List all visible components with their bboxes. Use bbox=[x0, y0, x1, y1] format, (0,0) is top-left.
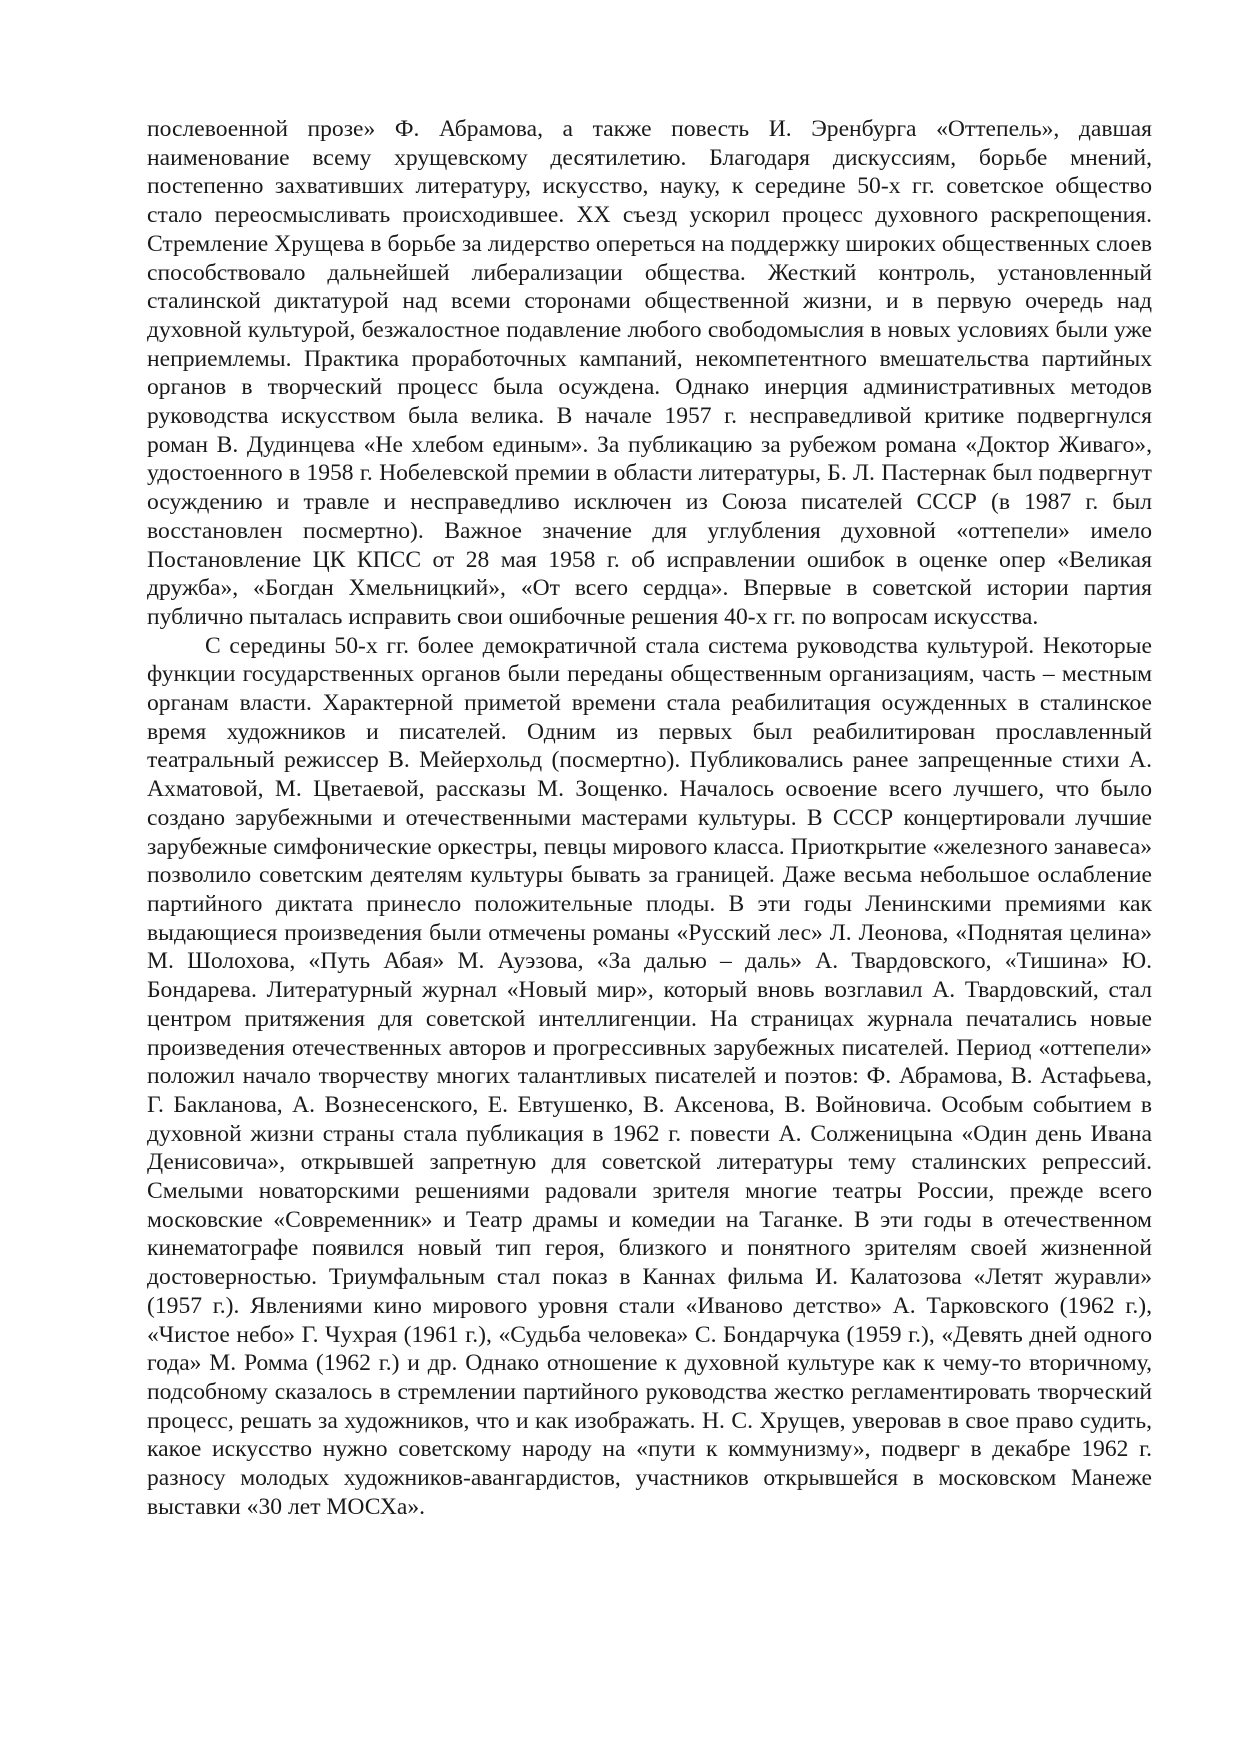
paragraph-culture-management: С середины 50-х гг. более демократичной стала система руководства культурой. Некоторые функции государственных органов были переданы общественным организациям, часть – местным органам власти. Характерной приметой времени стала реабилитация осужденных в сталинское время художников и писателей. Одним из первых был реабилитирован прославленный театральный режиссер В. Мейерхольд (посмертно). Публиковались ранее запрещенные стихи А. Ахматовой, М. Цветаевой, рассказы М. Зощенко. Началось освоение всего лучшего, что было создано зарубежными и отечественными мастерами культуры. В СССР концертировали лучшие зарубежные симфонические оркестры, певцы мирового класса. Приоткрытие «железного занавеса» позволило советским деятелям культуры бывать за границей. Даже весьма небольшое ослабление партийного диктата принесло положительные плоды. В эти годы Ленинскими премиями как выдающиеся произведения были отмечены романы «Русский лес» Л. Леонова, «Поднятая целина» М. Шолохова, «Путь Абая» М. Ауэзова, «За далью – даль» А. Твардовского, «Тишина» Ю. Бондарева. Литературный журнал «Новый мир», который вновь возглавил А. Твардовский, стал центром притяжения для советской интеллигенции. На страницах журнала печатались новые произведения отечественных авторов и прогрессивных зарубежных писателей. Период «оттепели» положил начало творчеству многих талантливых писателей и поэтов: Ф. Абрамова, В. Астафьева, Г. Бакланова, А. Вознесенского, Е. Евтушенко, В. Аксенова, В. Войновича. Особым событием в духовной жизни страны стала публикация в 1962 г. повести А. Солженицына «Один день Ивана Денисовича», открывшей запретную для советской литературы тему сталинских репрессий. Смелыми новаторскими решениями радовали зрителя многие театры России, прежде всего московские «Современник» и Театр драмы и комедии на Таганке. В эти годы в отечественном кинематографе появился новый тип героя, близкого и понятного зрителям своей жизненной достоверностью. Триумфальным стал показ в Каннах фильма И. Калатозова «Летят журавли» (1957 г.). Явлениями кино мирового уровня стали «Иваново детство» А. Тарковского (1962 г.), «Чистое небо» Г. Чухрая (1961 г.), «Судьба человека» С. Бондарчука (1959 г.), «Девять дней одного года» М. Ромма (1962 г.) и др. Однако отношение к духовной культуре как к чему-то вторичному, подсобному сказалось в стремлении партийного руководства жестко регламентировать творческий процесс, решать за художников, что и как изображать. Н. С. Хрущев, уверовав в свое право судить, какое искусство нужно советскому народу на «пути к коммунизму», подверг в декабре 1962 г. разносу молодых художников-авангардистов, участников открывшейся в московском Манеже выставки «30 лет МОСХа». bbox=[147, 632, 1152, 1520]
paragraph-continuation: послевоенной прозе» Ф. Абрамова, а также повесть И. Эренбурга «Оттепель», давшая наименование всему хрущевскому десятилетию. Благодаря дискуссиям, борьбе мнений, постепенно захвативших литературу, искусство, науку, к середине 50-х гг. советское общество стало переосмысливать происходившее. XX съезд ускорил процесс духовного раскрепощения. Стремление Хрущева в борьбе за лидерство опереться на поддержку широких общественных слоев способствовало дальнейшей либерализации общества. Жесткий контроль, установленный сталинской диктатурой над всеми сторонами общественной жизни, и в первую очередь над духовной культурой, безжалостное подавление любого свободомыслия в новых условиях были уже неприемлемы. Практика проработочных кампаний, некомпетентного вмешательства партийных органов в творческий процесс была осуждена. Однако инерция административных методов руководства искусством была велика. В начале 1957 г. несправедливой критике подвергнулся роман В. Дудинцева «Не хлебом единым». За публикацию за рубежом романа «Доктор Живаго», удостоенного в 1958 г. Нобелевской премии в области литературы, Б. Л. Пастернак был подвергнут осуждению и травле и несправедливо исключен из Союза писателей СССР (в 1987 г. был восстановлен посмертно). Важное значение для углубления духовной «оттепели» имело Постановление ЦК КПСС от 28 мая 1958 г. об исправлении ошибок в оценке опер «Великая дружба», «Богдан Хмельницкий», «От всего сердца». Впервые в советской истории партия публично пыталась исправить свои ошибочные решения 40-х гг. по вопросам искусства. bbox=[147, 116, 1152, 630]
document-page bbox=[147, 115, 1152, 1521]
